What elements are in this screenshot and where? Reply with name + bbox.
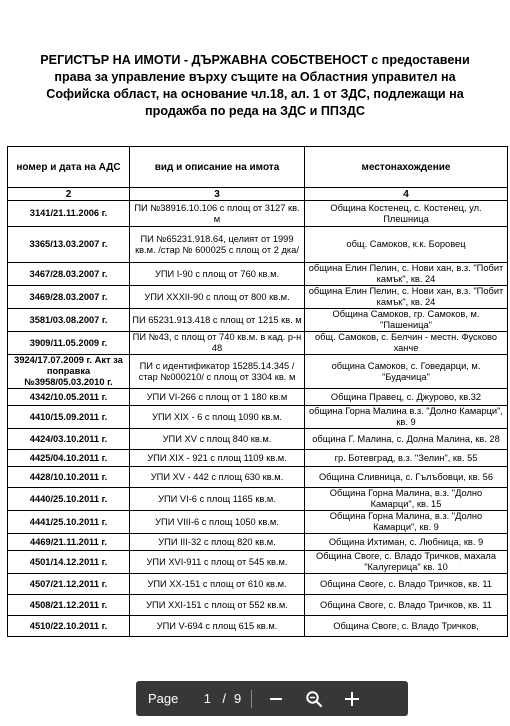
location-cell: Община Самоков, гр. Самоков, м. "Пашеница": [305, 309, 508, 332]
description-cell: ПИ №65231.918.64, целият от 1999 кв.м. /стар № 600025 с площ от 2 дка/: [130, 227, 305, 263]
title-line: Софийска област, на основание чл.18, ал. 1 от ЗДС, подлежащи на: [46, 87, 464, 101]
title-line: РЕГИСТЪР НА ИМОТИ - ДЪРЖАВНА СОБСТВЕНОСТ с предоставени: [40, 53, 470, 67]
description-cell: УПИ VIII-6 с площ 1050 кв.м.: [130, 511, 305, 534]
act-number-cell: 4507/21.12.2011 г.: [8, 574, 130, 595]
description-cell: УПИ XXXII-90 с площ от 800 кв.м.: [130, 286, 305, 309]
act-number-cell: 4424/03.10.2011 г.: [8, 429, 130, 450]
location-cell: Община Своге, с. Владо Тричков, кв. 11: [305, 595, 508, 616]
column-number: 3: [130, 188, 305, 201]
total-pages: 9: [234, 691, 242, 706]
zoom-out-button[interactable]: [262, 685, 290, 713]
description-cell: ПИ №38916.10.106 с площ от 3127 кв. м: [130, 201, 305, 227]
act-number-cell: 4440/25.10.2011 г.: [8, 488, 130, 511]
column-number: 4: [305, 188, 508, 201]
description-cell: ПИ №43, с площ от 740 кв.м. в кад. р-н 48: [130, 332, 305, 355]
magnifier-icon: [305, 690, 323, 708]
description-cell: УПИ XV - 442 с площ 630 кв.м.: [130, 467, 305, 488]
table-row: [8, 551, 508, 574]
zoom-in-button[interactable]: [338, 685, 366, 713]
location-cell: общ. Самоков, к.к. Боровец: [305, 227, 508, 263]
location-cell: Община Правец, с. Джурово, кв.32: [305, 389, 508, 406]
act-number-cell: 3141/21.11.2006 г.: [8, 201, 130, 227]
description-cell: УПИ XVI-911 с площ от 545 кв.м.: [130, 551, 305, 574]
title-line: продажба по реда на ЗДС и ППЗДС: [145, 104, 365, 118]
column-number-row: [8, 188, 508, 201]
location-cell: Община Сливница, с. Гълъбовци, кв. 56: [305, 467, 508, 488]
location-cell: община Г. Малина, с. Долна Малина, кв. 28: [305, 429, 508, 450]
act-number-cell: 4410/15.09.2011 г.: [8, 406, 130, 429]
description-cell: УПИ XIX - 6 с площ 1090 кв.м.: [130, 406, 305, 429]
location-cell: община Горна Малина в.з. "Долно Камарци", кв. 9: [305, 406, 508, 429]
zoom-reset-button[interactable]: [300, 685, 328, 713]
table-row: [8, 467, 508, 488]
description-cell: ПИ с идентификатор 15285.14.345 /стар №000210/ с площ от 3304 кв. м: [130, 355, 305, 389]
act-number-cell: 3924/17.07.2009 г. Акт за поправка №3958/05.03.2010 г.: [8, 355, 130, 389]
location-cell: Община Ихтиман, с. Любница, кв. 9: [305, 534, 508, 551]
act-number-cell: 3467/28.03.2007 г.: [8, 263, 130, 286]
description-cell: УПИ III-32 с площ 820 кв.м.: [130, 534, 305, 551]
description-cell: УПИ I-90 с площ от 760 кв.м.: [130, 263, 305, 286]
act-number-cell: 4501/14.12.2011 г.: [8, 551, 130, 574]
table-row: [8, 616, 508, 637]
table-row: [8, 429, 508, 450]
act-number-cell: 4425/04.10.2011 г.: [8, 450, 130, 467]
table-row: [8, 355, 508, 389]
location-cell: община Елин Пелин, с. Нови хан, в.з. "Побит камък", кв. 24: [305, 263, 508, 286]
minus-icon: [269, 692, 283, 706]
table-row: [8, 389, 508, 406]
table-row: [8, 406, 508, 429]
plus-icon: [344, 691, 360, 707]
table-row: [8, 488, 508, 511]
description-cell: УПИ XIX - 921 с площ 1109 кв.м.: [130, 450, 305, 467]
act-number-cell: 4510/22.10.2011 г.: [8, 616, 130, 637]
act-number-cell: 3365/13.03.2007 г.: [8, 227, 130, 263]
description-cell: ПИ 65231.913.418 с площ от 1215 кв. м: [130, 309, 305, 332]
header-row: [8, 147, 508, 188]
location-cell: общ. Самоков, с. Белчин - местн. Фусково ханче: [305, 332, 508, 355]
act-number-cell: 3469/28.03.2007 г.: [8, 286, 130, 309]
location-cell: Община Своге, с. Владо Тричков, кв. 11: [305, 574, 508, 595]
location-cell: Община Горна Малина, в.з. "Долно Камарци", кв. 9: [305, 511, 508, 534]
act-number-cell: 4428/10.10.2011 г.: [8, 467, 130, 488]
toolbar-divider: [251, 690, 252, 708]
description-cell: УПИ V-694 с площ 615 кв.м.: [130, 616, 305, 637]
description-cell: УПИ XXI-151 с площ от 552 кв.м.: [130, 595, 305, 616]
table-row: [8, 286, 508, 309]
column-header-location: местонахождение: [305, 147, 508, 188]
location-cell: гр. Ботевград, в.з. "Зелин", кв. 55: [305, 450, 508, 467]
location-cell: Община Костенец, с. Костенец, ул. Плешница: [305, 201, 508, 227]
act-number-cell: 3581/03.08.2007 г.: [8, 309, 130, 332]
act-number-cell: 4469/21.11.2011 г.: [8, 534, 130, 551]
column-header-description: вид и описание на имота: [130, 147, 305, 188]
location-cell: Община Своге, с. Владо Тричков,: [305, 616, 508, 637]
location-cell: Община Своге, с. Владо Тричков, махала "Калугерица" кв. 10: [305, 551, 508, 574]
description-cell: УПИ XX-151 с площ от 610 кв.м.: [130, 574, 305, 595]
act-number-cell: 4342/10.05.2011 г.: [8, 389, 130, 406]
column-number: 2: [8, 188, 130, 201]
description-cell: УПИ XV с площ 840 кв.м.: [130, 429, 305, 450]
table-row: [8, 595, 508, 616]
page-toolbar: [136, 681, 408, 716]
table-row: [8, 574, 508, 595]
title-line: права за управление върху същите на Областния управител на: [54, 70, 456, 84]
table-row: [8, 511, 508, 534]
current-page-input[interactable]: 1: [203, 691, 211, 706]
description-cell: УПИ VI-266 с площ от 1 180 кв.м: [130, 389, 305, 406]
description-cell: УПИ VI-6 с площ 1165 кв.м.: [130, 488, 305, 511]
property-register-table: [7, 146, 508, 637]
act-number-cell: 3909/11.05.2009 г.: [8, 332, 130, 355]
table-row: [8, 227, 508, 263]
table-row: [8, 263, 508, 286]
location-cell: община Самоков, с. Говедарци, м. "Будачица": [305, 355, 508, 389]
act-number-cell: 4441/25.10.2011 г.: [8, 511, 130, 534]
table-row: [8, 201, 508, 227]
document-title: [0, 52, 510, 120]
table-row: [8, 309, 508, 332]
column-header-act: номер и дата на АДС: [8, 147, 130, 188]
page-label: Page: [148, 691, 179, 706]
location-cell: община Елин Пелин, с. Нови хан, в.з. "Побит камък", кв. 24: [305, 286, 508, 309]
table-row: [8, 332, 508, 355]
act-number-cell: 4508/21.12.2011 г.: [8, 595, 130, 616]
page-separator: /: [222, 691, 226, 706]
location-cell: Община Горна Малина, в.з. "Долно Камарци", кв. 15: [305, 488, 508, 511]
table-row: [8, 450, 508, 467]
table-row: [8, 534, 508, 551]
